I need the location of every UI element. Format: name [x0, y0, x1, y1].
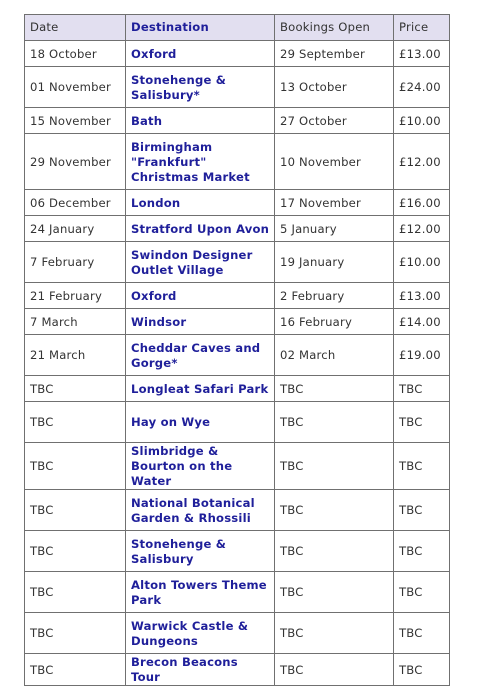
cell-bookings-open: 19 January — [275, 242, 394, 283]
cell-price: TBC — [394, 572, 450, 613]
cell-destination: London — [126, 190, 275, 216]
table-row — [25, 67, 450, 108]
cell-bookings-open: 13 October — [275, 67, 394, 108]
cell-date: TBC — [25, 572, 126, 613]
cell-price: TBC — [394, 490, 450, 531]
table-row — [25, 531, 450, 572]
table-row — [25, 490, 450, 531]
cell-bookings-open: TBC — [275, 531, 394, 572]
cell-bookings-open: 10 November — [275, 134, 394, 190]
cell-bookings-open: 02 March — [275, 335, 394, 376]
cell-destination: Slimbridge & Bourton on the Water — [126, 443, 275, 490]
table-row — [25, 190, 450, 216]
cell-price: TBC — [394, 531, 450, 572]
table-row — [25, 613, 450, 654]
cell-date: 06 December — [25, 190, 126, 216]
table-body — [25, 41, 450, 686]
cell-date: 29 November — [25, 134, 126, 190]
header-price: Price — [394, 15, 450, 41]
cell-date: 21 March — [25, 335, 126, 376]
cell-destination: Oxford — [126, 41, 275, 67]
cell-price: TBC — [394, 402, 450, 443]
cell-price: £10.00 — [394, 242, 450, 283]
table-row — [25, 654, 450, 686]
cell-price: £16.00 — [394, 190, 450, 216]
table-row — [25, 402, 450, 443]
cell-bookings-open: TBC — [275, 443, 394, 490]
cell-bookings-open: TBC — [275, 490, 394, 531]
cell-bookings-open: TBC — [275, 572, 394, 613]
cell-date: TBC — [25, 490, 126, 531]
table-row — [25, 242, 450, 283]
cell-price: £13.00 — [394, 41, 450, 67]
cell-price: £10.00 — [394, 108, 450, 134]
table-row — [25, 309, 450, 335]
cell-bookings-open: TBC — [275, 613, 394, 654]
cell-price: TBC — [394, 613, 450, 654]
cell-destination: Longleat Safari Park — [126, 376, 275, 402]
cell-bookings-open: TBC — [275, 654, 394, 686]
cell-date: 01 November — [25, 67, 126, 108]
cell-date: TBC — [25, 443, 126, 490]
table-row — [25, 134, 450, 190]
table-row — [25, 443, 450, 490]
cell-date: 7 February — [25, 242, 126, 283]
cell-date: TBC — [25, 376, 126, 402]
table-row — [25, 283, 450, 309]
cell-price: TBC — [394, 376, 450, 402]
cell-bookings-open: 17 November — [275, 190, 394, 216]
header-date: Date — [25, 15, 126, 41]
cell-destination: Brecon Beacons Tour — [126, 654, 275, 686]
cell-destination: Oxford — [126, 283, 275, 309]
cell-bookings-open: TBC — [275, 402, 394, 443]
table-row — [25, 108, 450, 134]
cell-price: £12.00 — [394, 134, 450, 190]
cell-bookings-open: 27 October — [275, 108, 394, 134]
cell-destination: Alton Towers Theme Park — [126, 572, 275, 613]
table-row — [25, 41, 450, 67]
table-row — [25, 572, 450, 613]
cell-bookings-open: 2 February — [275, 283, 394, 309]
table-row — [25, 335, 450, 376]
cell-destination: Swindon Designer Outlet Village — [126, 242, 275, 283]
cell-date: TBC — [25, 654, 126, 686]
cell-destination: Bath — [126, 108, 275, 134]
cell-date: 21 February — [25, 283, 126, 309]
cell-date: 24 January — [25, 216, 126, 242]
header-bookings-open: Bookings Open — [275, 15, 394, 41]
cell-date: TBC — [25, 613, 126, 654]
cell-price: £14.00 — [394, 309, 450, 335]
table-row — [25, 216, 450, 242]
cell-price: £24.00 — [394, 67, 450, 108]
table-header — [25, 15, 450, 41]
cell-bookings-open: 29 September — [275, 41, 394, 67]
cell-price: £19.00 — [394, 335, 450, 376]
cell-destination: Windsor — [126, 309, 275, 335]
cell-destination: Stonehenge & Salisbury* — [126, 67, 275, 108]
cell-bookings-open: TBC — [275, 376, 394, 402]
cell-date: 7 March — [25, 309, 126, 335]
cell-price: £12.00 — [394, 216, 450, 242]
cell-date: 18 October — [25, 41, 126, 67]
trips-table — [24, 14, 450, 686]
cell-destination: Hay on Wye — [126, 402, 275, 443]
cell-date: 15 November — [25, 108, 126, 134]
cell-destination: National Botanical Garden & Rhossili — [126, 490, 275, 531]
cell-price: TBC — [394, 654, 450, 686]
cell-destination: Cheddar Caves and Gorge* — [126, 335, 275, 376]
header-row — [25, 15, 450, 41]
table-row — [25, 376, 450, 402]
cell-date: TBC — [25, 531, 126, 572]
header-destination: Destination — [126, 15, 275, 41]
cell-date: TBC — [25, 402, 126, 443]
cell-destination: Stratford Upon Avon — [126, 216, 275, 242]
cell-destination: Warwick Castle & Dungeons — [126, 613, 275, 654]
cell-price: £13.00 — [394, 283, 450, 309]
cell-bookings-open: 5 January — [275, 216, 394, 242]
cell-destination: Birmingham "Frankfurt" Christmas Market — [126, 134, 275, 190]
cell-destination: Stonehenge & Salisbury — [126, 531, 275, 572]
cell-bookings-open: 16 February — [275, 309, 394, 335]
cell-price: TBC — [394, 443, 450, 490]
